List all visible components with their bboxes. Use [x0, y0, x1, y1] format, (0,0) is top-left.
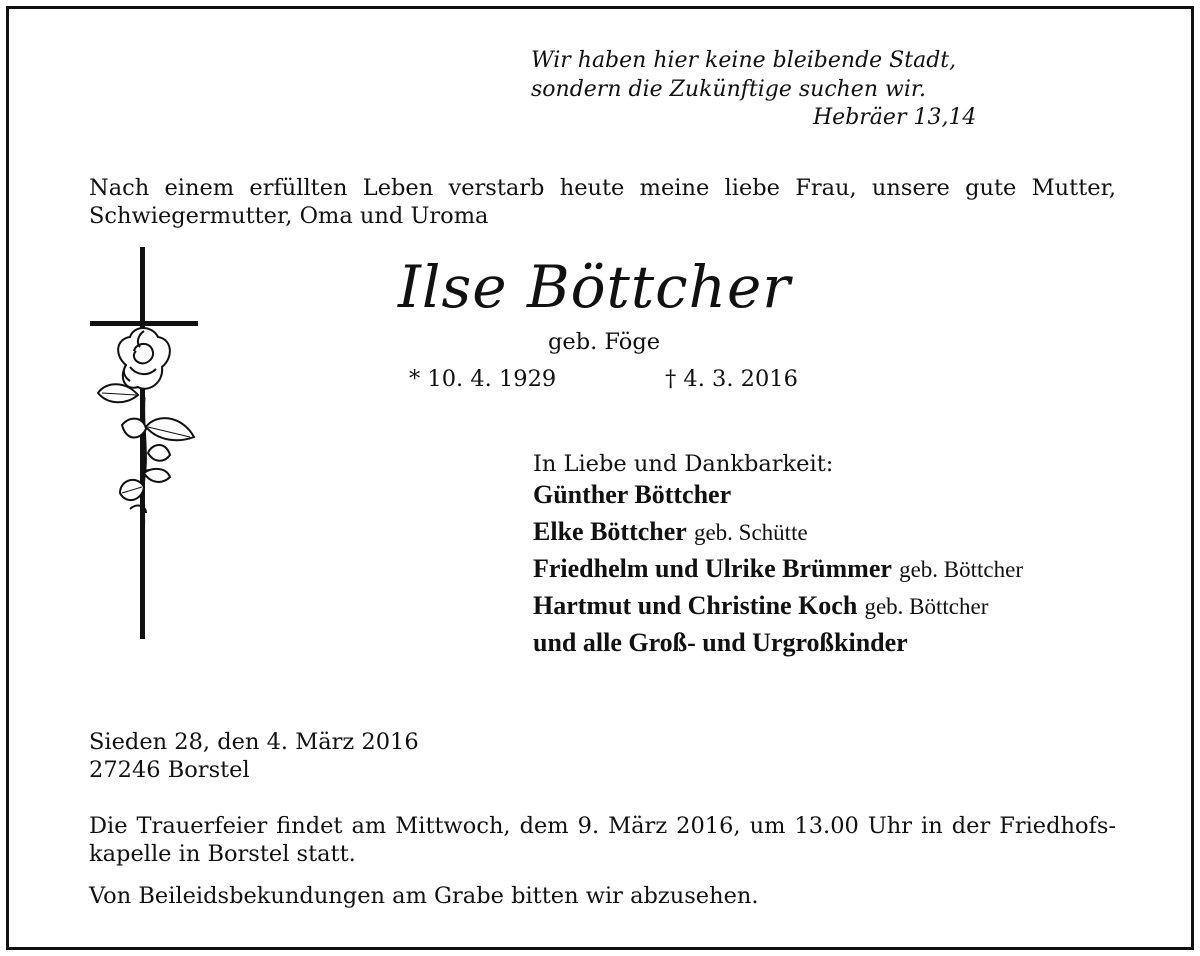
death-date: † 4. 3. 2016	[665, 366, 798, 392]
condolences-note: Von Beileidsbekundungen am Grabe bitten wir abzusehen.	[89, 883, 759, 909]
mourner-2	[533, 519, 808, 545]
mourner-note: geb. Schütte	[693, 520, 808, 545]
mourner-3	[533, 556, 1023, 582]
cross-icon	[86, 247, 202, 641]
motto-line-1: Wir haben hier keine bleibende Stadt,	[531, 48, 957, 73]
address-line-1: Sieden 28, den 4. März 2016	[89, 729, 419, 755]
mourner-note: geb. Böttcher	[864, 594, 989, 619]
mourner-name: Elke Böttcher	[533, 517, 687, 546]
address-line-2: 27246 Borstel	[89, 757, 250, 783]
mourner-1	[533, 482, 731, 508]
mourner-note: geb. Böttcher	[899, 557, 1023, 582]
rose-icon	[98, 328, 194, 537]
mourner-name: Friedhelm und Ulrike Brümmer	[533, 554, 892, 583]
mourner-4	[533, 593, 988, 619]
motto-reference: Hebräer 13,14	[813, 105, 977, 130]
intro-line-1: Nach einem erfüllten Leben verstarb heute meine liebe Frau, unsere gute Mutter,	[89, 175, 1116, 201]
birth-date: * 10. 4. 1929	[409, 366, 557, 392]
mourner-5	[533, 630, 908, 656]
funeral-line-1: Die Trauerfeier findet am Mittwoch, dem 9. März 2016, um 13.00 Uhr in der Friedhofs-	[89, 813, 1116, 839]
mourner-name: Hartmut und Christine Koch	[533, 591, 858, 620]
deceased-name: Ilse Böttcher	[398, 253, 792, 321]
motto-line-2: sondern die Zukünftige suchen wir.	[531, 77, 926, 102]
maiden-name: geb. Föge	[548, 329, 661, 355]
mourner-name: Günther Böttcher	[533, 480, 732, 509]
intro-line-2: Schwiegermutter, Oma und Uroma	[89, 203, 489, 229]
mourners-heading: In Liebe und Dankbarkeit:	[533, 451, 834, 477]
mourner-name: und alle Groß- und Urgroßkinder	[533, 628, 908, 657]
funeral-line-2: kapelle in Borstel statt.	[89, 841, 356, 867]
